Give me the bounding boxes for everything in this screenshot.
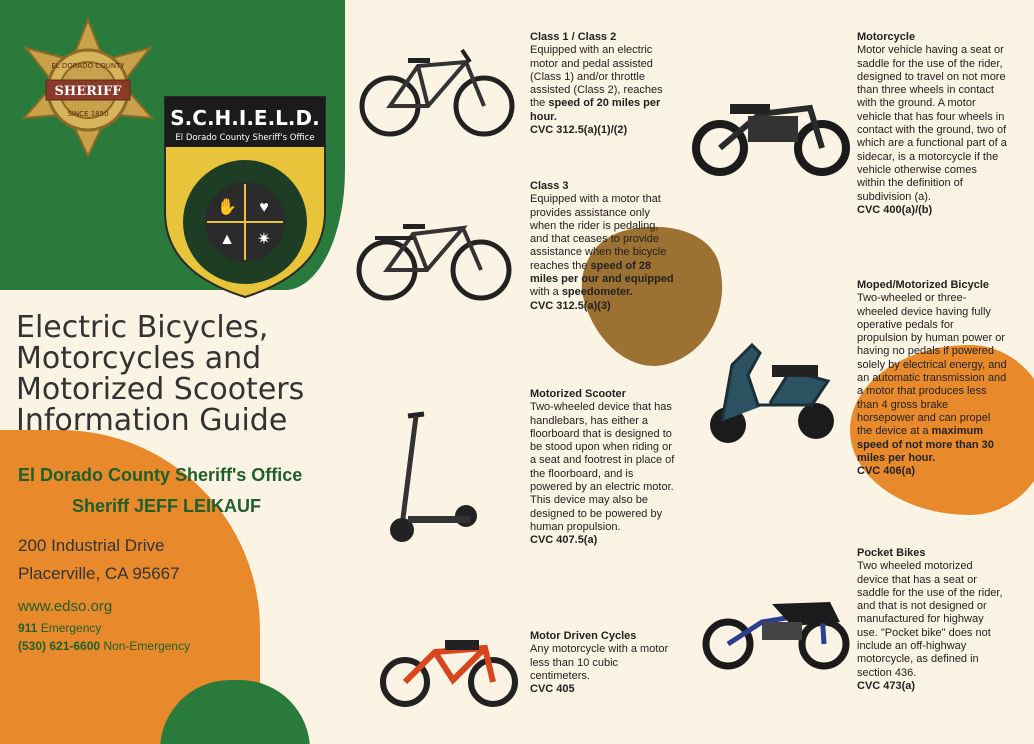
badge-bottom-text: SINCE 1850 bbox=[67, 110, 109, 118]
pocket-bike-image bbox=[702, 582, 852, 677]
scooter-image bbox=[380, 408, 490, 548]
entry-motorcycle-code: CVC 400(a)/(b) bbox=[857, 203, 933, 216]
nonemergency-label: Non-Emergency bbox=[103, 639, 191, 653]
nonemergency-phone bbox=[18, 639, 190, 653]
entry-class3-code: CVC 312.5(a)(3) bbox=[530, 299, 611, 312]
sheriff-star-badge bbox=[18, 18, 158, 158]
entry-class12-code: CVC 312.5(a)(1)/(2) bbox=[530, 124, 628, 137]
entry-scooter-body: Two-wheeled device that has handlebars, has either a floorboard that is designed to be stood upon when riding or a seat and footrest in place of the floorboard, and is powered by an electric motor. This device may also be designed to be powered by human propulsion. bbox=[530, 401, 675, 533]
entry-pocket-bike bbox=[857, 547, 1007, 693]
guide-title bbox=[16, 312, 304, 436]
badge-top-text: EL DORADO COUNTY bbox=[51, 62, 125, 70]
entry-moped-heading: Moped/Motorized Bicycle bbox=[857, 279, 990, 291]
entry-pocket-body: Two wheeled motorized device that has a seat or saddle for the use of the rider, and that is not designed or manufactured for highway use. "Pocket bike" does not include an off-highway motorcycle, as defined in section 436. bbox=[857, 560, 1003, 679]
website-link[interactable]: www.edso.org bbox=[18, 598, 113, 615]
emergency-number: 911 bbox=[18, 621, 38, 635]
title-line-3: Motorized Scooters bbox=[16, 372, 305, 407]
entry-class3-bold: speed of 28 miles per our and equipped bbox=[530, 259, 674, 286]
heart-icon: ♥ bbox=[259, 199, 269, 216]
moped-image bbox=[702, 325, 842, 450]
entry-scooter-code: CVC 407.5(a) bbox=[530, 534, 598, 547]
entry-class3-bold2: speedometer. bbox=[561, 286, 633, 299]
entry-moped-code: CVC 406(a) bbox=[857, 465, 916, 478]
entry-pocket-heading: Pocket Bikes bbox=[857, 547, 926, 559]
entry-driven-heading: Motor Driven Cycles bbox=[530, 630, 637, 642]
star-badge-icon: ✷ bbox=[257, 231, 271, 248]
address-line-2: Placerville, CA 95667 bbox=[18, 564, 180, 583]
title-line-1: Electric Bicycles, bbox=[16, 310, 269, 345]
entry-class3-heading: Class 3 bbox=[530, 180, 569, 192]
entry-driven-code: CVC 405 bbox=[530, 683, 575, 696]
entry-motor-driven bbox=[530, 630, 678, 696]
schield-shield-logo bbox=[160, 92, 330, 302]
shield-subtitle: El Dorado County Sheriff's Office bbox=[175, 133, 315, 143]
sheriff-name: Sheriff JEFF LEIKAUF bbox=[72, 496, 262, 516]
entry-moped-bold: maximum speed of not more than 30 miles per hour. bbox=[857, 425, 994, 464]
hands-icon: ✋ bbox=[217, 199, 237, 216]
entry-moped-body: Two-wheeled or three-wheeled device having fully operative pedals for propulsion by human power or having no pedals if powered solely by electrical energy, and an automatic transmission and a motor that produces less than 4 gross brake horsepower and can propel the device at a bbox=[857, 292, 1007, 438]
emergency-label: Emergency bbox=[40, 621, 102, 635]
title-line-4: Information Guide bbox=[16, 403, 288, 438]
entry-class12-heading: Class 1 / Class 2 bbox=[530, 31, 617, 43]
entry-driven-body: Any motorcycle with a motor less than 10 cubic centimeters. bbox=[530, 643, 669, 682]
entry-class3-body2: with a bbox=[530, 286, 559, 299]
entry-motorcycle bbox=[857, 31, 1007, 217]
nonemergency-number: (530) 621-6600 bbox=[18, 639, 101, 653]
entry-class12 bbox=[530, 31, 678, 137]
entry-class12-bold: speed of 20 miles per hour. bbox=[530, 97, 661, 123]
office-name: El Dorado County Sheriff's Office bbox=[18, 465, 303, 485]
emergency-phone bbox=[18, 621, 101, 635]
motor-driven-cycle-image bbox=[375, 618, 525, 708]
motorcycle-image bbox=[690, 78, 850, 178]
graduation-cap-icon: ▲ bbox=[219, 231, 235, 248]
badge-sheriff-text: SHERIFF bbox=[54, 84, 122, 99]
address-line-1: 200 Industrial Drive bbox=[18, 536, 165, 555]
entry-scooter-heading: Motorized Scooter bbox=[530, 388, 626, 400]
title-line-2: Motorcycles and bbox=[16, 341, 262, 376]
shield-title: S.C.H.I.E.L.D. bbox=[170, 106, 320, 130]
entry-class12-body: Equipped with an electric motor and pedal assisted (Class 1) and/or throttle assisted (Class 2), reaches the bbox=[530, 44, 663, 110]
entry-motorcycle-heading: Motorcycle bbox=[857, 31, 916, 43]
entry-class3-body: Equipped with a motor that provides assistance only when the rider is pedaling, and that ceases to provide assistance when the bicycle reaches the bbox=[530, 193, 667, 272]
class12-ebike-image bbox=[358, 40, 518, 140]
entry-pocket-code: CVC 473(a) bbox=[857, 679, 916, 692]
entry-moped bbox=[857, 279, 1007, 478]
entry-scooter bbox=[530, 388, 678, 548]
entry-motorcycle-body: Motor vehicle having a seat or saddle for the use of the rider, designed to travel on not more than three wheels in contact with the ground. A motor vehicle that has four wheels in contact with the ground, two of which are a functional part of a sidecar, is a motorcycle if the vehicle otherwise comes within the definition of subdivision (a). bbox=[857, 44, 1007, 203]
entry-class3 bbox=[530, 180, 678, 313]
class3-ebike-image bbox=[355, 210, 515, 310]
